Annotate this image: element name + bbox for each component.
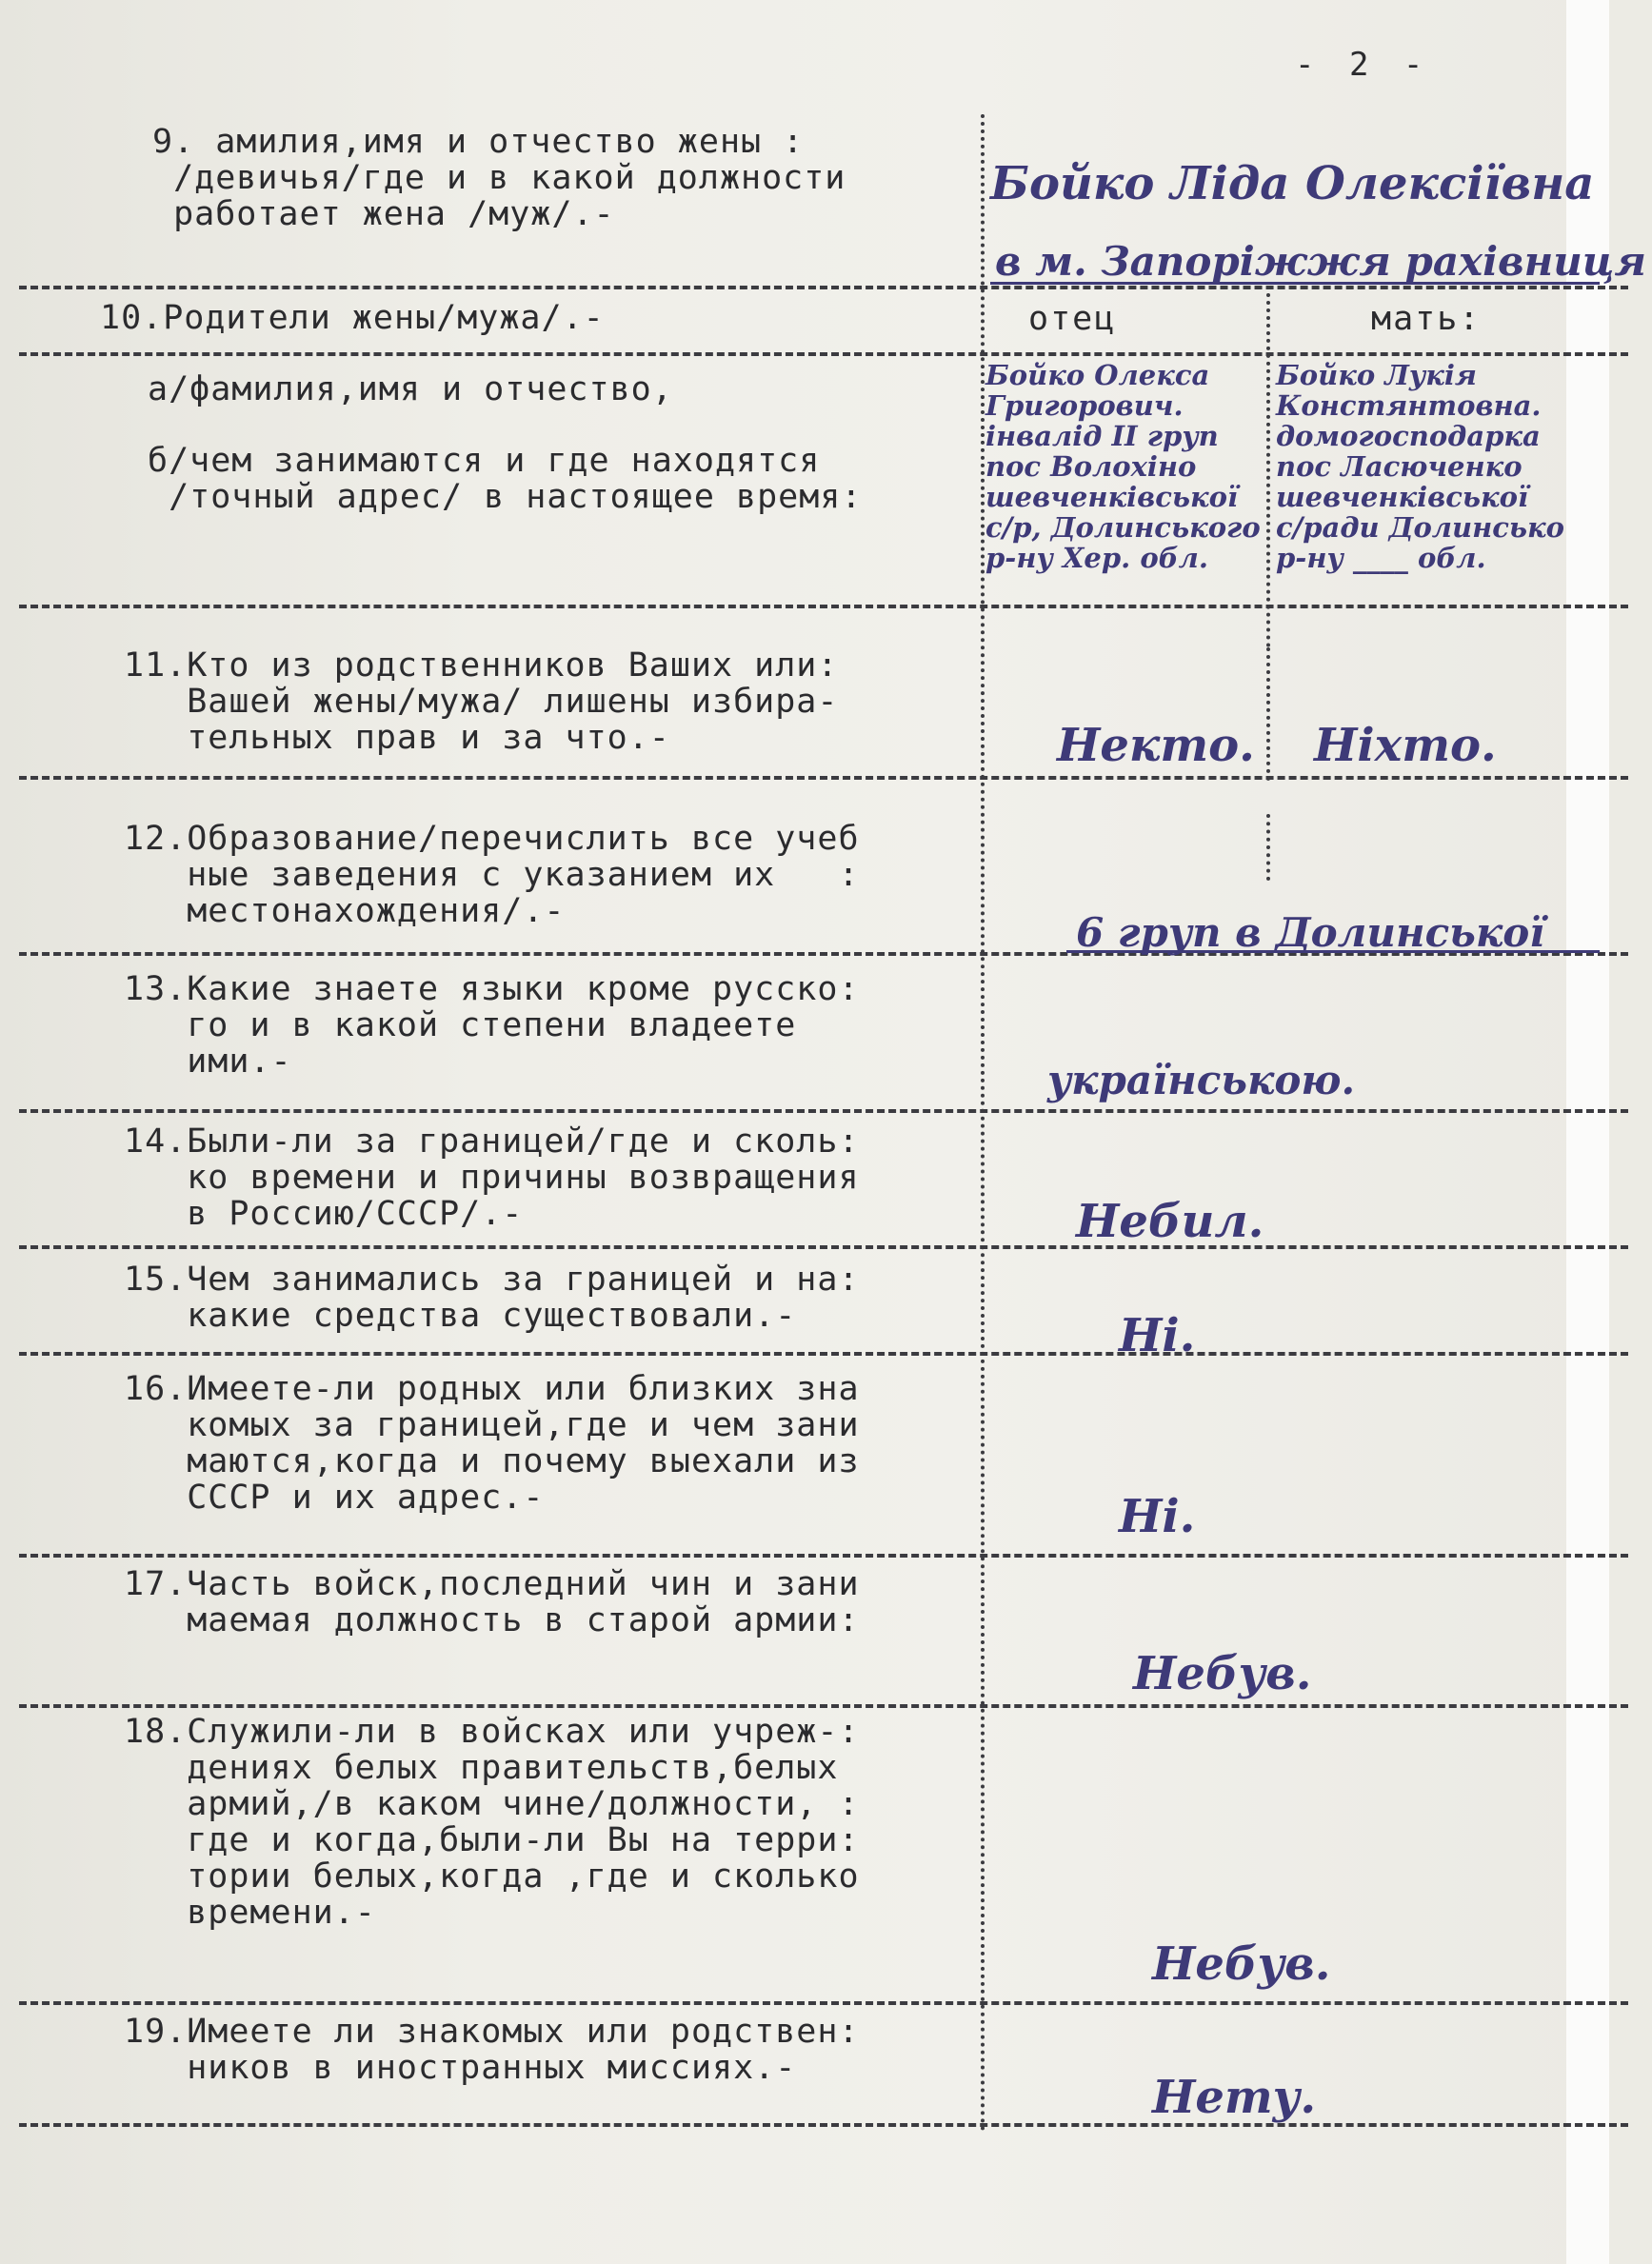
answer-15: Ні. (1119, 1309, 1196, 1362)
answer-13: українською. (1047, 1057, 1356, 1103)
answer-14: Небил. (1076, 1195, 1264, 1248)
question-17: 17.Часть войск,последний чин и зани маемая должность в старой армии: (124, 1565, 860, 1639)
education-column-divider (1266, 814, 1270, 881)
question-15: 15.Чем занимались за границей и на: какие средства существовали.- (124, 1261, 860, 1335)
parent-column-divider (1266, 286, 1270, 647)
question-10b: б/чем занимаются и где находятся /точный адрес/ в настоящее время: (148, 442, 863, 516)
answer-10-mother: Бойко Лукія Констянтовна. домогосподарка пос Ласюченко шевченківської с/ради Долинсько р-ну ____ обл. (1276, 359, 1564, 574)
question-14: 14.Были-ли за границей/где и сколь: ко времени и причины возвращения в Россию/СССР/.- (124, 1122, 860, 1233)
answer-11-mother: Ніхто. (1314, 719, 1497, 772)
question-9: 9. амилия,имя и отчество жены : /девичья/где и в какой должности работает жена /муж/.- (152, 123, 846, 233)
answer-12: 6 груп в Долинської (1076, 909, 1545, 956)
row-separator (19, 1704, 1628, 1708)
relatives-column-divider (1266, 647, 1270, 781)
question-10a: а/фамилия,имя и отчество, (148, 370, 673, 408)
question-19: 19.Имеете ли знакомых или родствен: ников в иностранных миссиях.- (124, 2013, 860, 2087)
answer-17: Небув. (1133, 1647, 1312, 1700)
question-18: 18.Служили-ли в войсках или учреж-: дениях белых правительств,белых армий,/в каком чине/должности, : где и когда,были-ли Вы на терри: тории белых,когда ,где и сколько времени.- (124, 1713, 860, 1932)
answer-12-underline (1066, 950, 1600, 953)
answer-11-father: Некто. (1057, 719, 1255, 772)
answer-19: Нету. (1152, 2071, 1317, 2124)
row-separator (19, 776, 1628, 780)
row-separator (19, 605, 1628, 608)
page-edge (1566, 0, 1609, 2264)
question-16: 16.Имеете-ли родных или близких зна комых за границей,где и чем зани маются,когда и почему выехали из СССР и их адрес.- (124, 1370, 860, 1517)
row-separator (19, 2123, 1628, 2127)
question-12: 12.Образование/перечислить все учеб ные заведения с указанием их : местонахождения/.- (124, 820, 860, 930)
question-11: 11.Кто из родственников Ваших или: Вашей жены/мужа/ лишены избира- тельных прав и за что.- (124, 646, 839, 757)
answer-16: Ні. (1119, 1490, 1196, 1543)
row-separator (19, 1109, 1628, 1113)
row-separator (19, 2001, 1628, 2005)
answer-9-wife-name: Бойко Ліда Олексіївна (990, 157, 1595, 210)
question-13: 13.Какие знаете языки кроме русско: го и в какой степени владеете ими.- (124, 970, 860, 1081)
column-header-mother: мать: (1371, 300, 1482, 338)
row-separator (19, 352, 1628, 356)
page-number: - 2 - (1295, 46, 1431, 84)
row-separator (19, 1554, 1628, 1558)
answer-10-father: Бойко Олекса Григорович. інвалід II груп пос Волохіно шевченківської с/р, Долинського р-ну Хер. обл. (985, 359, 1261, 574)
answer-9-wife-work: в м. Запоріжжя рахівниця (995, 238, 1646, 285)
column-header-father: отец (1028, 300, 1117, 338)
answer-18: Небув. (1152, 1937, 1331, 1991)
answer-9-underline (990, 282, 1600, 285)
row-separator (19, 286, 1628, 289)
row-separator (19, 1352, 1628, 1356)
question-10: 10.Родители жены/мужа/.- (100, 299, 605, 337)
row-separator (19, 1245, 1628, 1249)
